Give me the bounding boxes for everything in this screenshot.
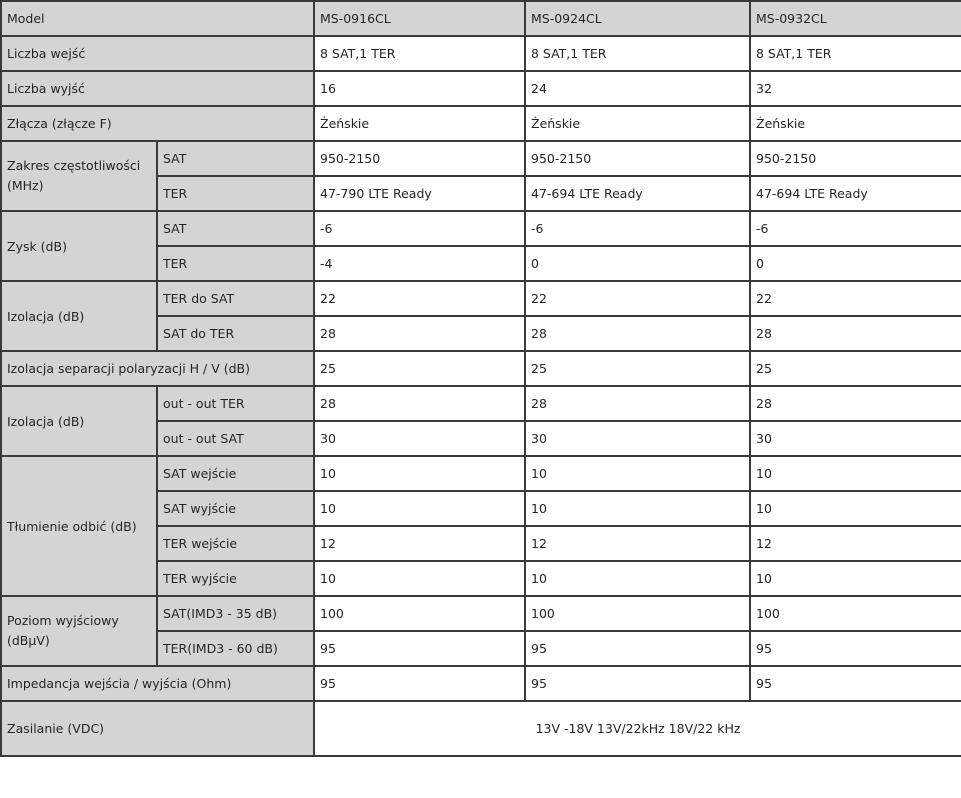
- cell-value: 32: [750, 71, 961, 106]
- cell-value: 95: [525, 631, 750, 666]
- cell-value: 12: [750, 526, 961, 561]
- cell-value: -4: [314, 246, 525, 281]
- row-label: Izolacja (dB): [1, 281, 157, 351]
- cell-value: 8 SAT,1 TER: [750, 36, 961, 71]
- model-name: MS-0924CL: [525, 1, 750, 36]
- row-label: Liczba wejść: [1, 36, 314, 71]
- table-row: [1, 281, 961, 316]
- cell-value: 28: [525, 386, 750, 421]
- cell-value: 47-694 LTE Ready: [525, 176, 750, 211]
- cell-value: 30: [314, 421, 525, 456]
- sub-label: out - out TER: [157, 386, 314, 421]
- cell-value: 30: [750, 421, 961, 456]
- cell-value: 47-694 LTE Ready: [750, 176, 961, 211]
- row-label: Zakres częstotliwości (MHz): [1, 141, 157, 211]
- cell-value: 10: [750, 456, 961, 491]
- row-label: Liczba wyjść: [1, 71, 314, 106]
- cell-value: 95: [314, 631, 525, 666]
- cell-value: 28: [750, 386, 961, 421]
- row-label: Izolacja (dB): [1, 386, 157, 456]
- cell-value: 10: [525, 491, 750, 526]
- sub-label: TER: [157, 176, 314, 211]
- sub-label: TER: [157, 246, 314, 281]
- sub-label: SAT: [157, 211, 314, 246]
- row-label: Tłumienie odbić (dB): [1, 456, 157, 596]
- table-row: [1, 71, 961, 106]
- table-row: [1, 36, 961, 71]
- cell-value: 25: [314, 351, 525, 386]
- cell-value: 10: [750, 491, 961, 526]
- table-row: [1, 701, 961, 756]
- cell-value: 8 SAT,1 TER: [525, 36, 750, 71]
- sub-label: TER(IMD3 - 60 dB): [157, 631, 314, 666]
- cell-value: Żeńskie: [314, 106, 525, 141]
- cell-value: Żeńskie: [525, 106, 750, 141]
- cell-value: 22: [314, 281, 525, 316]
- cell-value: 100: [750, 596, 961, 631]
- cell-value: 950-2150: [750, 141, 961, 176]
- cell-value: -6: [750, 211, 961, 246]
- table-row: [1, 1, 961, 36]
- cell-value: -6: [525, 211, 750, 246]
- cell-value: -6: [314, 211, 525, 246]
- table-row: [1, 211, 961, 246]
- cell-value: 24: [525, 71, 750, 106]
- table-row: [1, 456, 961, 491]
- cell-value: 950-2150: [314, 141, 525, 176]
- model-label: Model: [1, 1, 314, 36]
- table-row: [1, 666, 961, 701]
- cell-value: 0: [750, 246, 961, 281]
- sub-label: TER wejście: [157, 526, 314, 561]
- row-label: Zysk (dB): [1, 211, 157, 281]
- sub-label: TER do SAT: [157, 281, 314, 316]
- sub-label: SAT: [157, 141, 314, 176]
- sub-label: out - out SAT: [157, 421, 314, 456]
- cell-value: 30: [525, 421, 750, 456]
- cell-value: 10: [314, 491, 525, 526]
- cell-value: 10: [525, 456, 750, 491]
- power-value: 13V -18V 13V/22kHz 18V/22 kHz: [314, 701, 961, 756]
- model-name: MS-0932CL: [750, 1, 961, 36]
- cell-value: 28: [314, 316, 525, 351]
- cell-value: 95: [750, 631, 961, 666]
- cell-value: 25: [525, 351, 750, 386]
- sub-label: SAT(IMD3 - 35 dB): [157, 596, 314, 631]
- row-label: Impedancja wejścia / wyjścia (Ohm): [1, 666, 314, 701]
- cell-value: 25: [750, 351, 961, 386]
- row-label: Poziom wyjściowy (dBμV): [1, 596, 157, 666]
- cell-value: 16: [314, 71, 525, 106]
- row-label: Zasilanie (VDC): [1, 701, 314, 756]
- table-row: [1, 596, 961, 631]
- cell-value: 10: [314, 561, 525, 596]
- cell-value: 28: [750, 316, 961, 351]
- row-label: Izolacja separacji polaryzacji H / V (dB): [1, 351, 314, 386]
- cell-value: 28: [314, 386, 525, 421]
- cell-value: 10: [525, 561, 750, 596]
- sub-label: SAT do TER: [157, 316, 314, 351]
- cell-value: 95: [750, 666, 961, 701]
- table-row: [1, 386, 961, 421]
- sub-label: SAT wejście: [157, 456, 314, 491]
- cell-value: 12: [314, 526, 525, 561]
- cell-value: 100: [314, 596, 525, 631]
- cell-value: 12: [525, 526, 750, 561]
- row-label: Złącza (złącze F): [1, 106, 314, 141]
- cell-value: Żeńskie: [750, 106, 961, 141]
- cell-value: 10: [750, 561, 961, 596]
- sub-label: SAT wyjście: [157, 491, 314, 526]
- cell-value: 100: [525, 596, 750, 631]
- table-row: [1, 351, 961, 386]
- cell-value: 0: [525, 246, 750, 281]
- cell-value: 95: [314, 666, 525, 701]
- table-row: [1, 141, 961, 176]
- cell-value: 8 SAT,1 TER: [314, 36, 525, 71]
- cell-value: 95: [525, 666, 750, 701]
- cell-value: 950-2150: [525, 141, 750, 176]
- cell-value: 28: [525, 316, 750, 351]
- cell-value: 22: [525, 281, 750, 316]
- sub-label: TER wyjście: [157, 561, 314, 596]
- cell-value: 22: [750, 281, 961, 316]
- cell-value: 10: [314, 456, 525, 491]
- model-name: MS-0916CL: [314, 1, 525, 36]
- cell-value: 47-790 LTE Ready: [314, 176, 525, 211]
- table-row: [1, 106, 961, 141]
